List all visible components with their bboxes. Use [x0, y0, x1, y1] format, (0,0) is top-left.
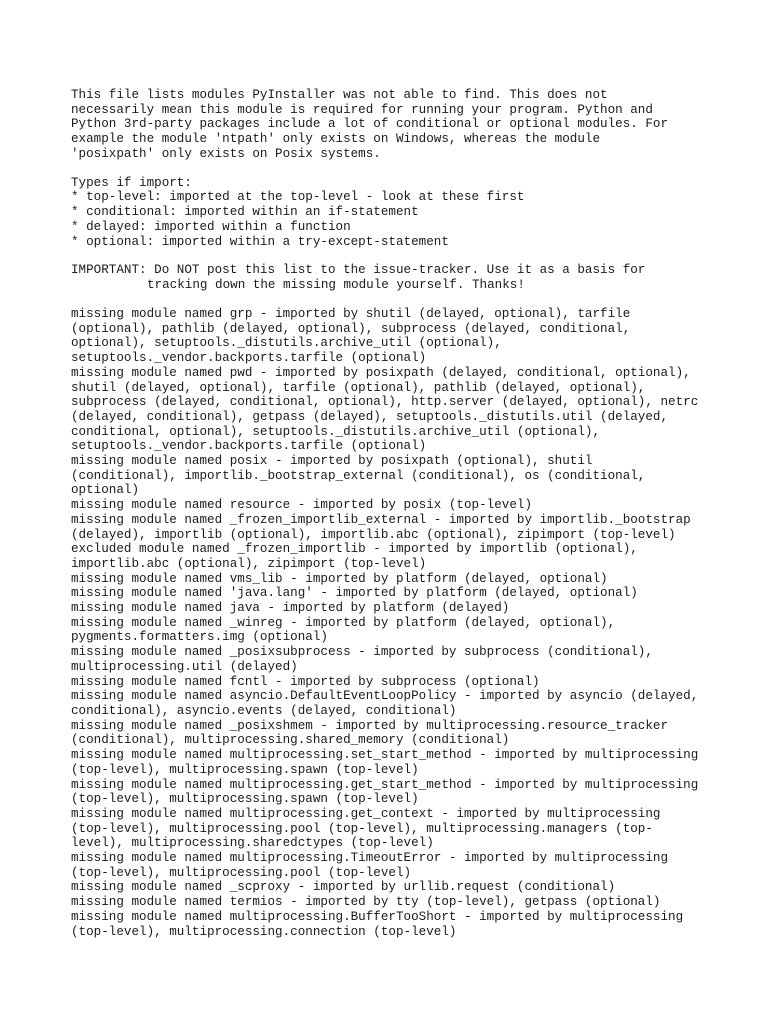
module-line: conditional, optional), setuptools._distutils.archive_util (optional), — [71, 424, 601, 439]
module-line: missing module named java - imported by platform (delayed) — [71, 601, 510, 616]
type-item: * optional: imported within a try-except-statement — [71, 234, 449, 249]
module-line: missing module named _winreg - imported by platform (delayed, optional), — [71, 615, 616, 630]
module-line: (top-level), multiprocessing.connection (top-level) — [71, 924, 457, 939]
type-item: * delayed: imported within a function — [71, 219, 351, 234]
module-line: subprocess (delayed, conditional, optional), http.server (delayed, optional), netrc — [71, 395, 699, 410]
module-line: missing module named multiprocessing.set_start_method - imported by multiprocessing — [71, 748, 699, 763]
module-line: missing module named posix - imported by posixpath (optional), shutil — [71, 454, 593, 469]
important-line: tracking down the missing module yourself. Thanks! — [147, 278, 525, 293]
module-line: (top-level), multiprocessing.pool (top-level) — [71, 865, 412, 880]
intro-line: This file lists modules PyInstaller was not able to find. This does not — [71, 88, 608, 102]
module-line: missing module named asyncio.DefaultEventLoopPolicy - imported by asyncio (delayed, — [71, 689, 699, 704]
module-line: level), multiprocessing.sharedctypes (top-level) — [71, 836, 434, 851]
module-line: (conditional), importlib._bootstrap_external (conditional), os (conditional, — [71, 468, 646, 483]
intro-paragraph — [71, 88, 751, 162]
module-line: (conditional), multiprocessing.shared_memory (conditional) — [71, 733, 510, 748]
module-line: missing module named multiprocessing.get_context - imported by multiprocessing — [71, 806, 661, 821]
document-page — [71, 88, 751, 939]
module-line: shutil (delayed, optional), tarfile (optional), pathlib (delayed, optional), — [71, 380, 646, 395]
module-line: missing module named _posixsubprocess - imported by subprocess (conditional), — [71, 645, 653, 660]
module-line: excluded module named _frozen_importlib - imported by importlib (optional), — [71, 542, 638, 557]
module-line: pygments.formatters.img (optional) — [71, 630, 328, 645]
module-line: missing module named _scproxy - imported by urllib.request (conditional) — [71, 880, 616, 895]
module-line: missing module named termios - imported by tty (top-level), getpass (optional) — [71, 895, 661, 910]
module-line: (top-level), multiprocessing.spawn (top-level) — [71, 762, 419, 777]
module-line: conditional), asyncio.events (delayed, conditional) — [71, 703, 457, 718]
module-line: (delayed, conditional), getpass (delayed), setuptools._distutils.util (delayed, — [71, 409, 669, 424]
module-line: missing module named multiprocessing.get_start_method - imported by multiprocessing — [71, 777, 699, 792]
important-notice — [71, 263, 751, 292]
spacer — [71, 162, 751, 176]
intro-line: example the module 'ntpath' only exists on Windows, whereas the module — [71, 132, 601, 147]
type-item: * top-level: imported at the top-level - look at these first — [71, 190, 525, 205]
module-line: missing module named fcntl - imported by subprocess (optional) — [71, 674, 540, 689]
module-line: (top-level), multiprocessing.pool (top-level), multiprocessing.managers (top- — [71, 821, 653, 836]
module-line: missing module named grp - imported by shutil (delayed, optional), tarfile — [71, 307, 631, 321]
intro-line: necessarily mean this module is required for running your program. Python and — [71, 102, 653, 117]
module-line: (optional), pathlib (delayed, optional), subprocess (delayed, conditional, — [71, 321, 631, 336]
module-line: missing module named vms_lib - imported by platform (delayed, optional) — [71, 571, 608, 586]
type-item: * conditional: imported within an if-statement — [71, 205, 419, 220]
spacer — [71, 293, 751, 307]
module-line: missing module named multiprocessing.TimeoutError - imported by multiprocessing — [71, 851, 669, 866]
spacer — [71, 249, 751, 263]
import-types-section — [71, 176, 751, 250]
types-heading: Types if import: — [71, 175, 192, 190]
intro-line: Python 3rd-party packages include a lot of conditional or optional modules. For — [71, 117, 669, 132]
module-line: multiprocessing.util (delayed) — [71, 659, 298, 674]
important-line: IMPORTANT: Do NOT post this list to the issue-tracker. Use it as a basis for — [71, 263, 646, 278]
module-line: importlib.abc (optional), zipimport (top-level) — [71, 556, 427, 571]
module-line: missing module named pwd - imported by posixpath (delayed, conditional, optional), — [71, 365, 691, 380]
module-line: missing module named 'java.lang' - imported by platform (delayed, optional) — [71, 586, 638, 601]
module-line: missing module named resource - imported by posix (top-level) — [71, 498, 533, 513]
module-line: setuptools._vendor.backports.tarfile (optional) — [71, 351, 427, 366]
module-line: missing module named _frozen_importlib_external - imported by importlib._bootstrap — [71, 512, 691, 527]
module-line: setuptools._vendor.backports.tarfile (optional) — [71, 439, 427, 454]
missing-modules-list — [71, 307, 751, 939]
module-line: (top-level), multiprocessing.spawn (top-level) — [71, 792, 419, 807]
module-line: optional) — [71, 483, 140, 498]
module-line: missing module named multiprocessing.BufferTooShort - imported by multiprocessing — [71, 909, 684, 924]
module-line: missing module named _posixshmem - imported by multiprocessing.resource_tracker — [71, 718, 669, 733]
module-line: optional), setuptools._distutils.archive_util (optional), — [71, 336, 502, 351]
module-line: (delayed), importlib (optional), importlib.abc (optional), zipimport (top-level) — [71, 527, 676, 542]
intro-line: 'posixpath' only exists on Posix systems. — [71, 146, 381, 161]
